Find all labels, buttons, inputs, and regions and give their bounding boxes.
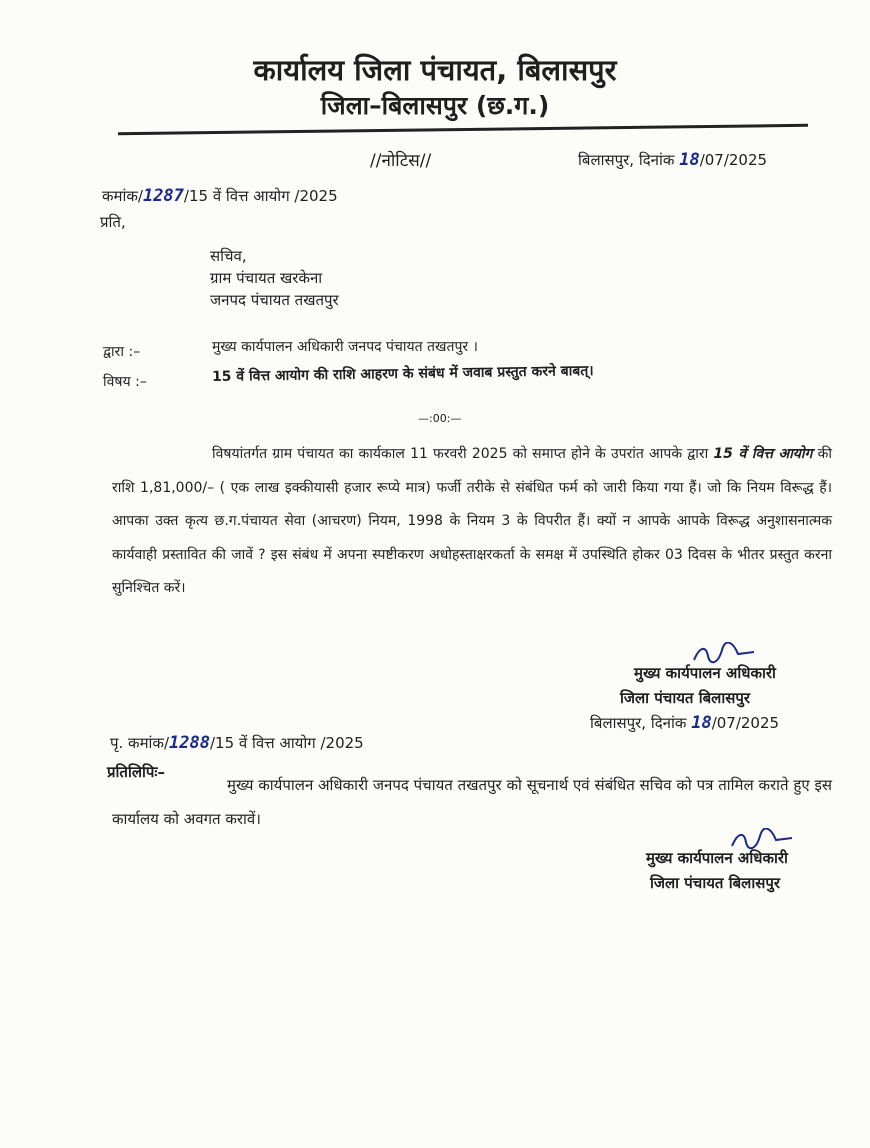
copy-date	[590, 713, 779, 733]
addressee-line-1: सचिव,	[210, 247, 247, 265]
vishay-label: विषय :–	[103, 374, 147, 390]
office-title: कार्यालय जिला पंचायत, बिलासपुर	[253, 53, 617, 87]
signature2-office: जिला पंचायत बिलासपुर	[650, 874, 780, 892]
ref-rest: /15 वें वित्त आयोग /2025	[183, 187, 338, 205]
header-rule	[118, 124, 808, 135]
ref-prefix: कमांक/	[102, 187, 143, 205]
date2-prefix: बिलासपुर, दिनांक	[590, 714, 687, 732]
copy-reference-number	[110, 733, 364, 753]
date2-day: 18	[691, 713, 712, 733]
subject-text: 15 वें वित्त आयोग की राशि आहरण के संबंध में जवाब प्रस्तुत करने बाबत्।	[211, 363, 594, 385]
date-rest: /07/2025	[699, 151, 768, 169]
addressee-line-2: ग्राम पंचायत खरकेना	[210, 269, 323, 287]
reference-number	[102, 186, 338, 206]
body-part-2: की राशि 1,81,000/– ( एक लाख इक्कीयासी हजार रूप्ये मात्र) फर्जी तरीके से संबंधित फर्म को जारी किया गया हैं। जो कि नियम विरूद्ध हैं। आपका उक्त कृत्य छ.ग.पंचायत सेवा (आचरण) नियम, 1998 के नियम 3 के विपरीत हैं। क्यों न आपके आपके विरूद्ध अनुशासनात्मक कार्यवाही प्रस्तावित की जावें ? इस संबंध में अपना स्पष्टीकरण अधोहस्ताक्षरकर्ता के समक्ष में उपस्थिति होकर 03 दिवस के भीतर प्रस्तुत करना सुनिश्चित करें।	[112, 446, 832, 596]
pratilipi-label: प्रतिलिपिः–	[107, 763, 165, 781]
date-prefix: बिलासपुर, दिनांक	[578, 151, 675, 169]
signature2-designation: मुख्य कार्यपालन अधिकारी	[646, 849, 788, 867]
pratilipi-paragraph	[112, 768, 832, 836]
date2-rest: /07/2025	[711, 714, 780, 732]
separator: —:00:—	[418, 412, 462, 425]
ref2-prefix: पृ. कमांक/	[110, 734, 170, 752]
ref-number: 1287	[142, 186, 184, 206]
prati-label: प्रति,	[100, 213, 126, 231]
ref2-rest: /15 वें वित्त आयोग /2025	[209, 734, 364, 752]
addressee-line-3: जनपद पंचायत तखतपुर	[210, 291, 339, 309]
district-title: जिला–बिलासपुर (छ.ग.)	[320, 91, 550, 120]
date-day: 18	[679, 150, 700, 170]
signature1-office: जिला पंचायत बिलासपुर	[620, 689, 750, 707]
letter-date	[578, 150, 767, 170]
body-emphasis: 15 वें वित्त आयोग	[713, 446, 813, 462]
body-part-1: विषयांतर्गत ग्राम पंचायत का कार्यकाल 11 फरवरी 2025 को समाप्त होने के उपरांत आपके द्वारा	[212, 446, 709, 462]
body-paragraph	[112, 438, 832, 606]
ref2-number: 1288	[169, 733, 210, 753]
dwara-text: मुख्य कार्यपालन अधिकारी जनपद पंचायत तखतपुर ।	[212, 339, 478, 355]
notice-title: //नोटिस//	[370, 151, 432, 171]
dwara-label: द्वारा :–	[103, 344, 141, 360]
signature1-designation: मुख्य कार्यपालन अधिकारी	[634, 664, 776, 682]
pratilipi-text: मुख्य कार्यपालन अधिकारी जनपद पंचायत तखतपुर को सूचनार्थ एवं संबंधित सचिव को पत्र तामिल कराते हुए इस कार्यालय को अवगत करावें।	[112, 776, 832, 828]
